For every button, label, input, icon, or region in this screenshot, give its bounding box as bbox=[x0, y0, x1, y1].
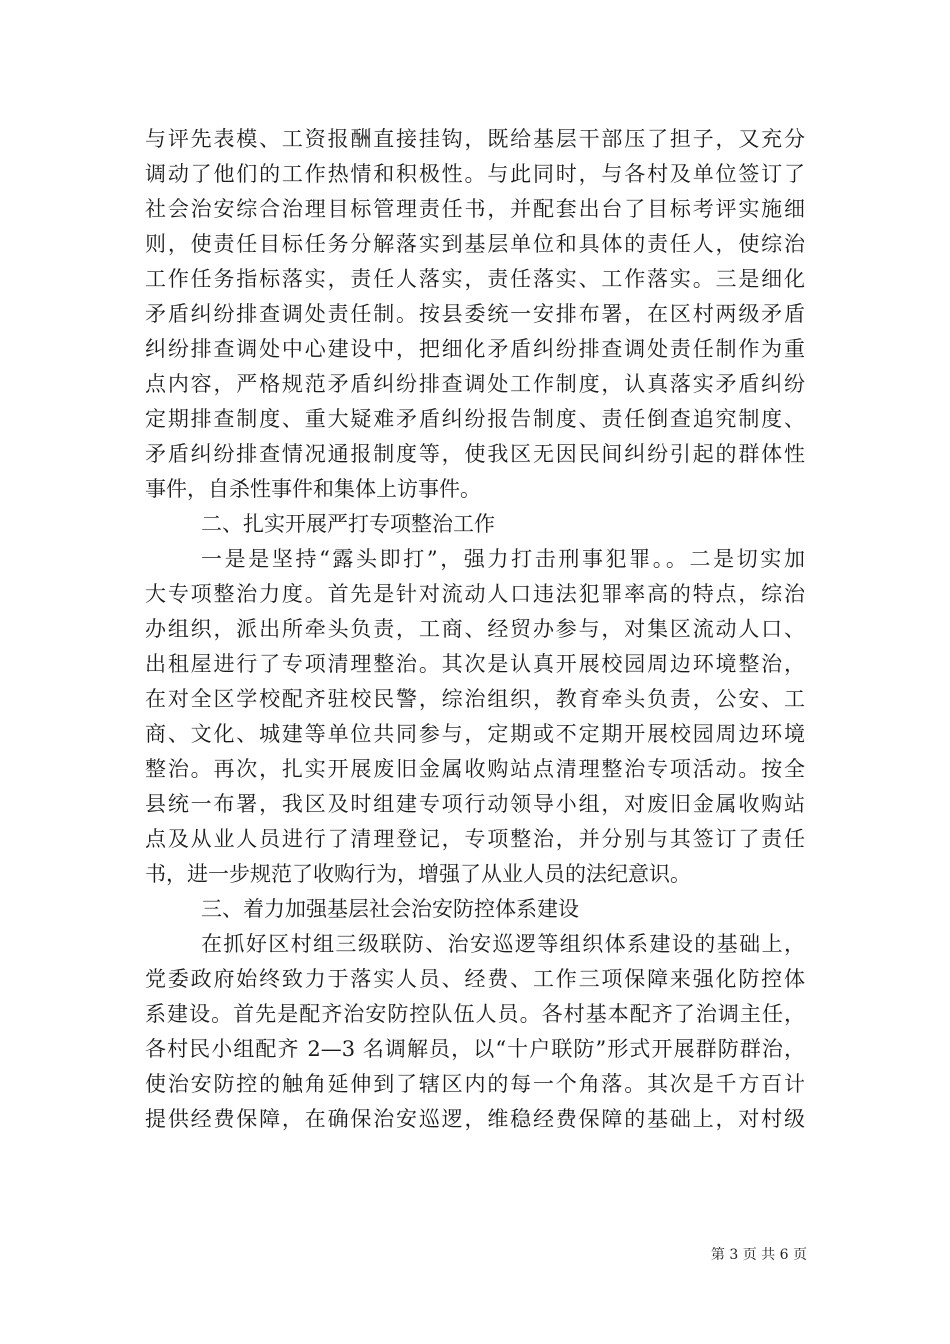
section-heading: 二、扎实开展严打专项整治工作 bbox=[201, 512, 495, 536]
text-line: 办组织，派出所牵头负责，工商、经贸办参与，对集区流动人口、 bbox=[145, 617, 805, 641]
text-line: 矛盾纠纷排查情况通报制度等，使我区无因民间纠纷引起的群体性 bbox=[145, 442, 805, 466]
text-line: 书，进一步规范了收购行为，增强了从业人员的法纪意识。 bbox=[145, 862, 691, 886]
text-line: 调动了他们的工作热情和积极性。与此同时，与各村及单位签订了 bbox=[145, 162, 805, 186]
text-line: 县统一布署，我区及时组建专项行动领导小组，对废旧金属收购站 bbox=[145, 792, 805, 816]
text-line: 与评先表模、工资报酬直接挂钩，既给基层干部压了担子，又充分 bbox=[145, 127, 805, 151]
text-line: 使治安防控的触角延伸到了辖区内的每一个角落。其次是千方百计 bbox=[145, 1072, 805, 1096]
text-line: 提供经费保障，在确保治安巡逻，维稳经费保障的基础上，对村级 bbox=[145, 1107, 805, 1131]
text-line: 点及从业人员进行了清理登记，专项整治，并分别与其签订了责任 bbox=[145, 827, 805, 851]
text-line: 事件，自杀性事件和集体上访事件。 bbox=[145, 477, 481, 501]
text-line: 各村民小组配齐 2—3 名调解员，以“十户联防”形式开展群防群治， bbox=[145, 1037, 805, 1061]
document-body bbox=[145, 122, 805, 1137]
text-line: 大专项整治力度。首先是针对流动人口违法犯罪率高的特点，综治 bbox=[145, 582, 805, 606]
text-line: 工作任务指标落实，责任人落实，责任落实、工作落实。三是细化 bbox=[145, 267, 805, 291]
text-line: 一是是坚持“露头即打”，强力打击刑事犯罪。。二是切实加 bbox=[201, 547, 805, 571]
text-line: 定期排查制度、重大疑难矛盾纠纷报告制度、责任倒查追究制度、 bbox=[145, 407, 805, 431]
text-line: 矛盾纠纷排查调处责任制。按县委统一安排布署，在区村两级矛盾 bbox=[145, 302, 805, 326]
section-heading: 三、着力加强基层社会治安防控体系建设 bbox=[201, 897, 579, 921]
text-line: 党委政府始终致力于落实人员、经费、工作三项保障来强化防控体 bbox=[145, 967, 805, 991]
text-line: 系建设。首先是配齐治安防控队伍人员。各村基本配齐了治调主任， bbox=[145, 1002, 805, 1026]
text-line: 整治。再次，扎实开展废旧金属收购站点清理整治专项活动。按全 bbox=[145, 757, 805, 781]
text-line: 在对全区学校配齐驻校民警，综治组织，教育牵头负责，公安、工 bbox=[145, 687, 805, 711]
text-line: 出租屋进行了专项清理整治。其次是认真开展校园周边环境整治， bbox=[145, 652, 805, 676]
text-line: 商、文化、城建等单位共同参与，定期或不定期开展校园周边环境 bbox=[145, 722, 805, 746]
text-line: 社会治安综合治理目标管理责任书，并配套出台了目标考评实施细 bbox=[145, 197, 805, 221]
text-line: 点内容，严格规范矛盾纠纷排查调处工作制度，认真落实矛盾纠纷 bbox=[145, 372, 805, 396]
page-number: 第 3 页 共 6 页 bbox=[710, 1247, 807, 1263]
text-line: 在抓好区村组三级联防、治安巡逻等组织体系建设的基础上， bbox=[201, 932, 805, 956]
text-line: 纠纷排查调处中心建设中，把细化矛盾纠纷排查调处责任制作为重 bbox=[145, 337, 805, 361]
text-line: 则，使责任目标任务分解落实到基层单位和具体的责任人，使综治 bbox=[145, 232, 805, 256]
